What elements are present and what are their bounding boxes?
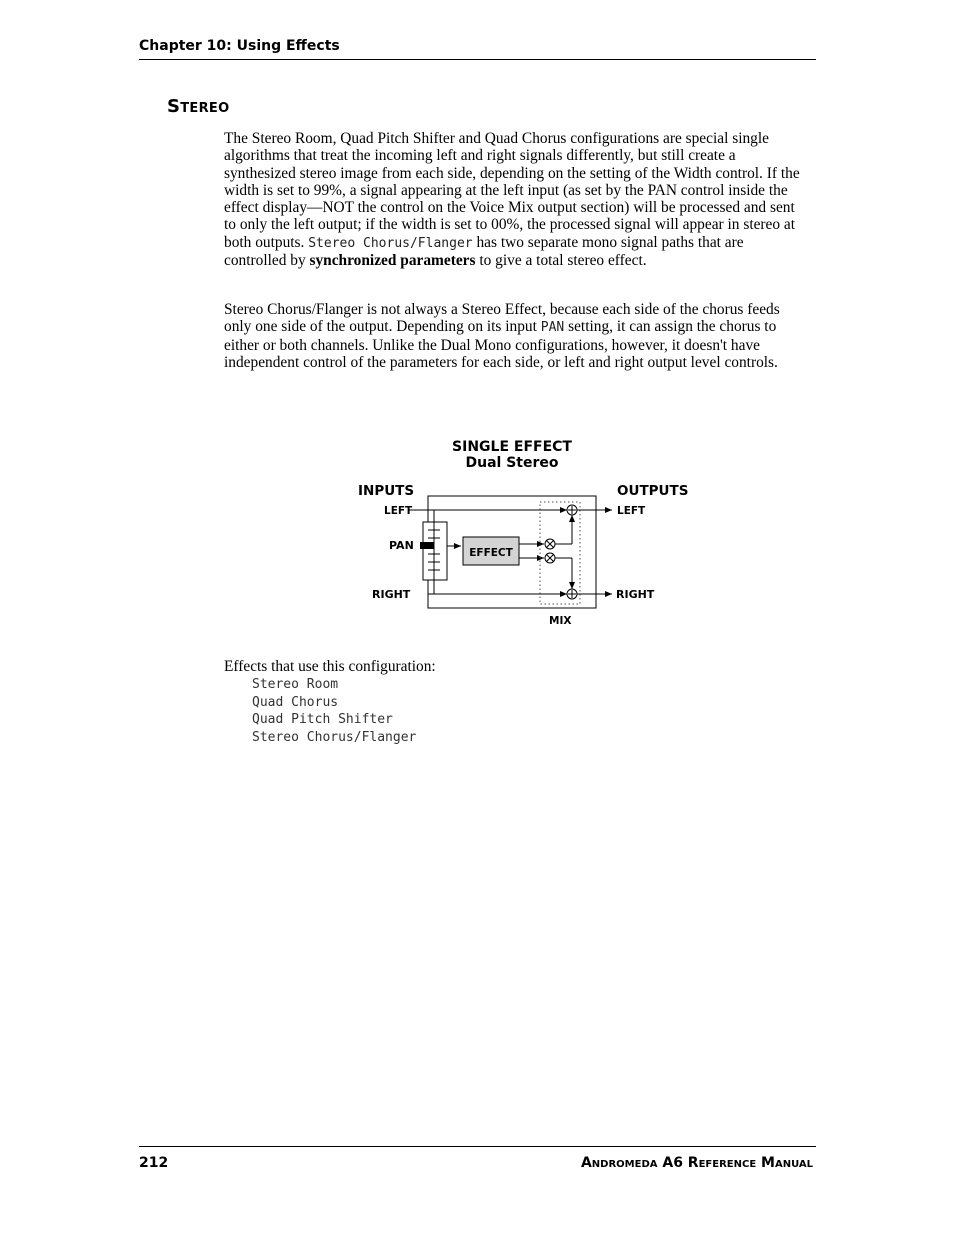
pan-fader [423, 522, 447, 580]
footer-divider [139, 1146, 816, 1147]
output-right-label: RIGHT [616, 588, 655, 601]
mix-section [540, 502, 580, 604]
page-number: 212 [139, 1155, 169, 1171]
mix-summer-right [567, 589, 577, 599]
effect-item: Stereo Room [252, 677, 339, 692]
input-right-label: RIGHT [372, 588, 411, 601]
mix-multiplier-bottom [545, 553, 555, 563]
section-title: Stereo [167, 96, 230, 117]
paragraph-2 [224, 301, 809, 371]
p1-text-1: The Stereo Room, Quad Pitch Shifter and Quad Chorus configurations are special single algorithms that treat the incoming left and right signals differently, but still create a synthesized stereo image from each side, depending on the setting of the Width control. If the width is set to 99%, a signal appearing at the left input (as set by the PAN control inside the effect display—NOT the control on the Voice Mix output section) will be processed and sent to only the left output; if the width is set to 00%, the processed signal will appear in stereo at both outputs. [224, 130, 800, 251]
effects-intro: Effects that use this configuration: [224, 658, 436, 675]
effects-list [252, 676, 416, 746]
chapter-header: Chapter 10: Using Effects [139, 38, 816, 60]
mix-multiplier-top [545, 539, 555, 549]
effect-item: Quad Pitch Shifter [252, 712, 393, 727]
pan-label: PAN [389, 539, 414, 552]
p1-text-3: to give a total stereo effect. [475, 252, 647, 270]
signal-flow-diagram [340, 478, 700, 638]
figure-title: SINGLE EFFECT [452, 439, 572, 455]
mix-summer-left [567, 505, 577, 515]
mix-label: MIX [549, 615, 572, 627]
figure-subtitle: Dual Stereo [465, 455, 559, 471]
output-left-label: LEFT [617, 505, 646, 517]
p1-code-stereo-chorus-flanger: Stereo Chorus/Flanger [308, 235, 473, 251]
p1-bold-synchronized-parameters: synchronized parameters [309, 252, 476, 270]
p2-code-pan: PAN [540, 320, 565, 336]
manual-title: Andromeda A6 Reference Manual [580, 1155, 813, 1171]
outputs-label: OUTPUTS [617, 483, 689, 499]
p2-text-1: Stereo Chorus/Flanger is not always a Stereo Effect, because each side of the chorus feeds only one side of the output. Depending on its input [224, 301, 780, 336]
inputs-label: INPUTS [358, 483, 415, 499]
paragraph-1 [224, 130, 809, 269]
p2-text-2: setting, it can assign the chorus to either or both channels. Unlike the Dual Mono configurations, however, it doesn't have independent control of the parameters for each side, or left and right output level controls. [224, 318, 778, 371]
effect-item: Quad Chorus [252, 694, 339, 710]
input-left-label: LEFT [384, 505, 413, 517]
effect-item: Stereo Chorus/Flanger [252, 729, 417, 745]
p1-text-2: has two separate mono signal paths that are controlled by [224, 233, 744, 270]
pan-knob [420, 542, 434, 549]
effect-label: EFFECT [469, 547, 513, 559]
